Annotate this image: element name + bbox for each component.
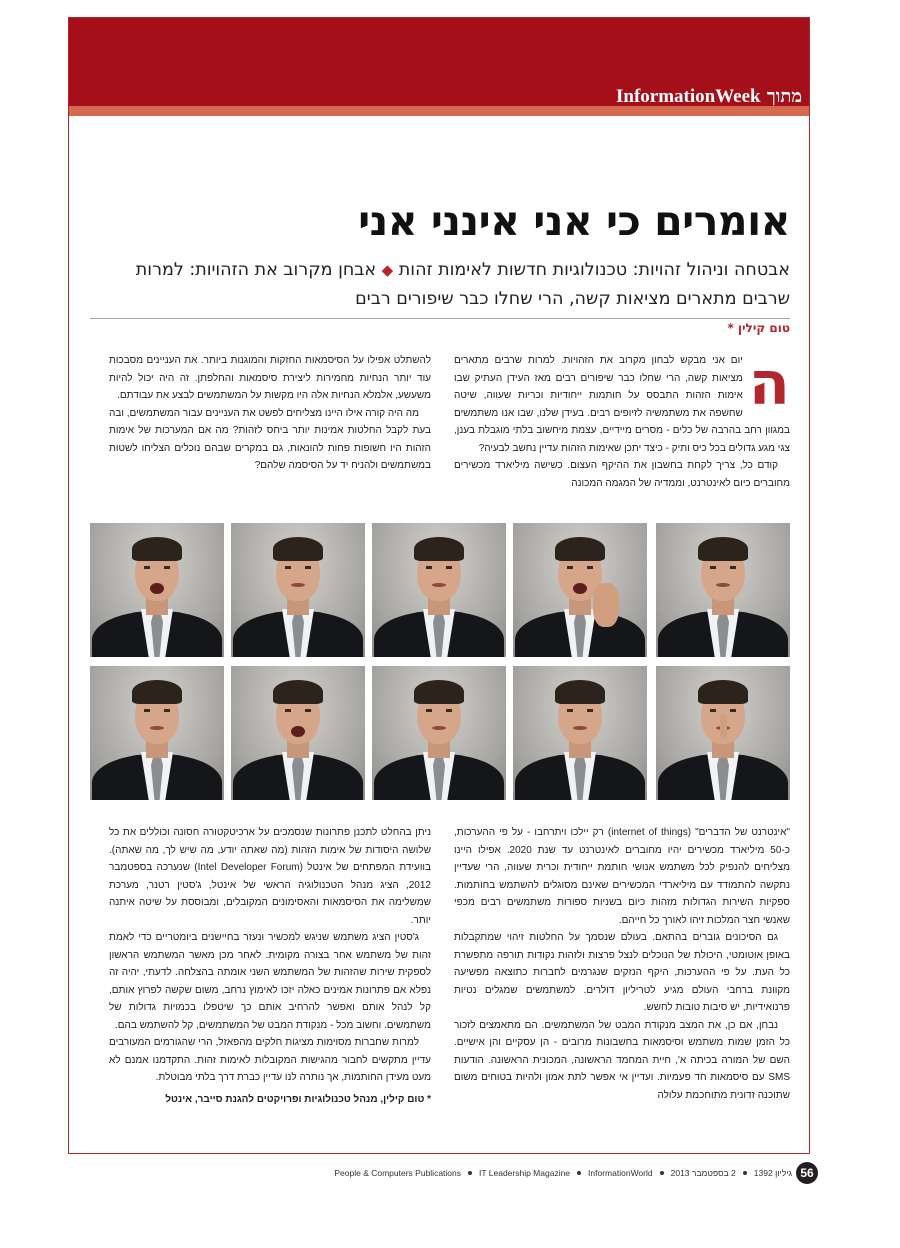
portrait-photo <box>372 666 506 800</box>
portrait-photo <box>90 666 224 800</box>
headline: אומרים כי אני אינני אני <box>358 197 790 245</box>
paragraph: ג'סטין הציג משתמש שניגש למכשיר ונעזר בחיישנים ביומטריים כדי לאמת זהות של משתמש אחר בצורה מקומית. לאחר מכן מאשר המשתמש הראשון לספקית שירות שהזהות של המשתמש השני אומתה בהצלחה. לדעתי, יהיה זה נפלא אם פתרונות אמינים כאלה יזכו לאימוץ נרחב, משום שקשה לפרוץ אותם, קל לנהל אותם ואפשר להרחיב אותם כך שיטפלו בכמויות גדולות של משתמשים. וחשוב מכל - מנקודת המבט של המשתמשים, קל להשתמש בהם. <box>109 932 431 1031</box>
portrait-photo <box>231 523 365 657</box>
portrait-photo <box>513 666 647 800</box>
subhead <box>90 256 790 314</box>
subhead-separator: ◆ <box>381 261 394 279</box>
section-label-he: מתוך <box>766 86 802 107</box>
issue-number: גיליון 1392 <box>753 1168 792 1178</box>
section-label-en: InformationWeek <box>616 86 761 107</box>
subhead-part1: אבטחה וניהול זהויות: טכנולוגיות חדשות לאימות זהות <box>398 260 790 280</box>
portrait-photo <box>90 523 224 657</box>
dropcap: ה <box>748 349 790 419</box>
page-footer <box>334 1162 818 1184</box>
paragraph: למרות שחברות מסוימות מציגות חלקים מהפאזל, הרי שהגורמים המעורבים עדיין מתקשים לחבור מהגישות המקובלות לאימות זהות. התקדמנו אמנם לא מעט מעידן החותמות, אך נותרה לנו עדיין כברת דרך בלתי מבוטלת. <box>109 1037 431 1083</box>
publication-name: IT Leadership Magazine <box>479 1168 571 1178</box>
publication-name: People & Computers Publications <box>334 1168 461 1178</box>
paragraph: נבחן, אם כן, את המצב מנקודת המבט של המשתמשים. הם מתאמצים לזכור כל הזמן שמות משתמש וסיסמאות בחשבונות מרובים - הן עסקיים והן אישיים. השם של המורה בכיתה א', חיית המחמד הראשונה, המכונית הראשונה. הודעות SMS עם סיסמאות חד פעמיות. ועדיין אי אפשר לתת אמון ולהיות בטוחים משום שתוכנה זדונית מתוחכמת עלולה <box>454 1019 790 1101</box>
author-note: * טום קילין, מנהל טכנולוגיות ופרויקטים להגנת סייבר, אינטל <box>165 1093 431 1105</box>
paragraph: קודם כל, צריך לקחת בחשבון את ההיקף העצום. כשישה מיליארד מכשירים מחוברים כיום לאינטרנט, וממדיה של המגמה המכונה <box>454 460 790 489</box>
paragraph: יום אני מבקש לבחון מקרוב את הזהויות. למרות שרבים מתארים מציאות קשה, הרי שחלו כבר שיפורים רבים מאז העידן העתיק שבו אימות הזהות התבסס על חותמות ייחודיות וכריות שעווה, שיטה שחשפה את משתמשיה לזיופים רבים. בעידן שלנו, שבו אנו משתמשים במגוון רחב בהרבה של כלים - מסרים מיידיים, עצמת מיחשוב בלתי מוגבלת בענן, צגי מגע גדולים בכל כיס ותיק - כיצד יתכן שאימות הזהות עדיין נחשב לבעיה? <box>454 355 790 454</box>
column-4 <box>109 824 431 1108</box>
portrait-photo <box>656 523 790 657</box>
paragraph: גם הסיכונים גוברים בהתאם. בעולם שנסמך על החלטות זיהוי שמתקבלות באופן אוטומטי, היכולת של הנוכלים לנצל פרצות ולזהות נקודות תורפה מתפשרת כל העת. על פי ההערכות, היקף הנזקים שנגרמים לחברות כתוצאה מפשיעה מקוונת ברחבי העולם מגיע לטריליון דולרים. למשתמשים שמגלים נטיות פרנואידיות, יש סיבות טובות לחשש. <box>454 932 790 1013</box>
portrait-photo <box>513 523 647 657</box>
byline: טום קילין * <box>727 321 790 335</box>
paragraph: להשתלט אפילו על הסיסמאות החזקות והמוגנות ביותר. את העניינים מסבכות עוד יותר הנחיות מחמירות ליצירת סיסמאות והחלפתן. זה היה יכול להיות משעשע, אלמלא הנחיות אלה היו מקשות על המשתמשים לבצע את עבודתם. <box>109 355 431 401</box>
column-3 <box>454 824 790 1104</box>
issue-date: 2 בספטמבר 2013 <box>670 1168 736 1178</box>
bullet-icon <box>743 1171 747 1175</box>
bullet-icon <box>660 1171 664 1175</box>
publication-name: InformationWorld <box>588 1168 653 1178</box>
bullet-icon <box>577 1171 581 1175</box>
paragraph: מה היה קורה אילו היינו מצליחים לפשט את העניינים עבור המשתמשים, ובה בעת לקבל החלטות אמינות יותר ביחס לזהות? מה אם המערכות של אימות הזהות היו חשופות פחות להונאות, גם במקרים שבהם נוכלים הצליחו לשטות במשתמשים ולהניח יד על הסיסמה שלהם? <box>109 407 431 471</box>
divider <box>90 318 790 319</box>
subhead-part2: אבחן מקרוב את הזהויות: למרות שרבים מתארים מציאות קשה, הרי שחלו כבר שיפורים רבים <box>135 260 790 309</box>
portrait-photo <box>231 666 365 800</box>
paragraph: ניתן בהחלט לתכנן פתרונות שנסמכים על ארכיטקטורה חסונה וכוללים את כל שלושה היסודות של אימות הזהות (מה שאתה יודע, מה שיש לך, מה שאתה). בוועידת המפתחים של אינטל (Intel Developer Forum) שנערכה בספטמבר 2012, הציג מנהל הטכנולוגיה הראשי של אינטל, ג'סטין רטנר, מערכת שמשלימה את הסיסמאות והאסימונים המקובלים, ומבוססת על שיטה איתנה יותר. <box>109 827 432 926</box>
photo-grid <box>90 523 790 804</box>
column-2 <box>109 352 431 475</box>
portrait-photo <box>656 666 790 800</box>
section-label <box>616 86 802 108</box>
column-1 <box>454 349 790 492</box>
portrait-photo <box>372 523 506 657</box>
page-number: 56 <box>796 1162 818 1184</box>
paragraph: "אינטרנט של הדברים" (internet of things) רק יילכו ויתרחבו - על פי ההערכות, כ-50 מיליארד מכשירים יהיו מחוברים לאינטרנט עד שנת 2020. אפילו היינו מצליחים להנפיק לכל משתמש אנושי חותמת ייחודית וכרית שעווה, הרי שעדיין נתקשה להתמודד עם מיליארדי המכשירים שאינם מסוגלים להשתמש בחותמות. ספקיות השירות הגדולות מזהות כיום בשניות ספורות משתמשים רבים מכפי שאנשי חצר המלכות זיהו לאורך כל חייהם. <box>454 827 790 926</box>
bullet-icon <box>468 1171 472 1175</box>
